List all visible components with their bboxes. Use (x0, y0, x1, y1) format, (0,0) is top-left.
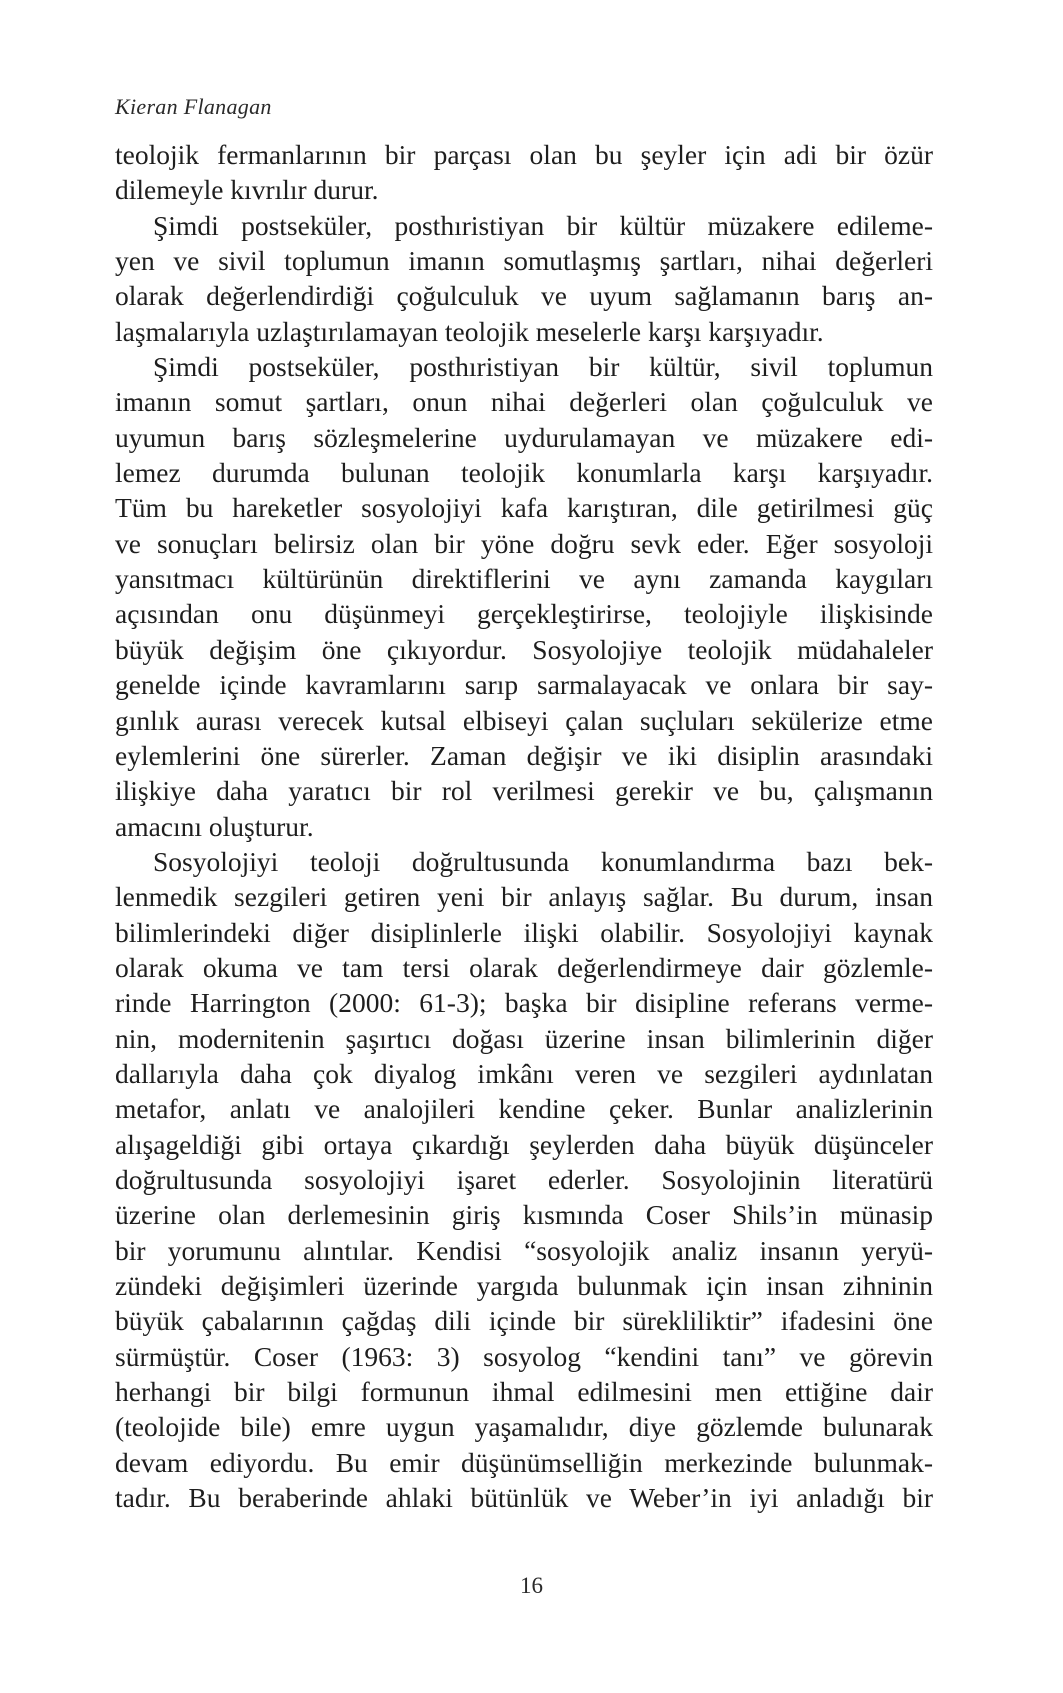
text-line: metafor, anlatı ve analojileri kendine çeker. Bunlar analizlerinin (115, 1093, 933, 1125)
text-line: dallarıyla daha çok diyalog imkânı veren ve sezgileri aydınlatan (115, 1057, 933, 1089)
text-line: Sosyolojiyi teoloji doğrultusunda konumlandırma bazı bek- (153, 845, 933, 877)
text-line: Şimdi postseküler, posthıristiyan bir kültür müzakere edileme- (153, 209, 933, 241)
text-line: büyük çabalarının çağdaş dili içinde bir sürekliliktir” ifadesini öne (115, 1305, 933, 1337)
text-line: gınlık aurası verecek kutsal elbiseyi çalan suçluları sekülerize etme (115, 704, 933, 736)
text-line: bir yorumunu alıntılar. Kendisi “sosyolojik analiz insanın yeryü- (115, 1234, 933, 1266)
text-line: alışageldiği gibi ortaya çıkardığı şeylerden daha büyük düşünceler (115, 1128, 933, 1160)
text-line: Şimdi postseküler, posthıristiyan bir kültür, sivil toplumun (153, 351, 933, 383)
body-text (115, 137, 933, 1515)
running-head: Kieran Flanagan (115, 94, 272, 119)
text-line: (teolojide bile) emre uygun yaşamalıdır, diye gözlemde bulunarak (115, 1411, 933, 1443)
text-line: teolojik fermanlarının bir parçası olan bu şeyler için adi bir özür (115, 139, 933, 170)
text-line: laşmalarıyla uzlaştırılamayan teolojik meselerle karşı karşıyadır. (115, 315, 824, 347)
text-line: büyük değişim öne çıkıyordur. Sosyolojiye teolojik müdahaleler (115, 633, 933, 665)
text-line: yen ve sivil toplumun imanın somutlaşmış şartları, nihai değerleri (115, 245, 933, 277)
text-line: eylemlerini öne sürerler. Zaman değişir ve iki disiplin arasındaki (115, 739, 933, 771)
text-line: yansıtmacı kültürünün direktiflerini ve aynı zamanda kaygıları (115, 563, 933, 595)
text-line: lenmedik sezgileri getiren yeni bir anlayış sağlar. Bu durum, insan (115, 881, 933, 913)
text-line: dilemeyle kıvrılır durur. (115, 174, 379, 206)
text-line: imanın somut şartları, onun nihai değerleri olan çoğulculuk ve (115, 386, 933, 418)
text-line: Tüm bu hareketler sosyolojiyi kafa karıştıran, dile getirilmesi güç (115, 492, 933, 524)
text-line: bilimlerindeki diğer disiplinlerle ilişki olabilir. Sosyolojiyi kaynak (115, 916, 933, 948)
text-line: tadır. Bu beraberinde ahlaki bütünlük ve Weber’in iyi anladığı bir (115, 1482, 933, 1514)
text-line: zündeki değişimleri üzerinde yargıda bulunmak için insan zihninin (115, 1270, 933, 1301)
text-line: olarak değerlendirdiği çoğulculuk ve uyum sağlamanın barış an- (115, 280, 933, 312)
text-line: amacını oluşturur. (115, 810, 314, 842)
text-line: herhangi bir bilgi formunun ihmal edilmesini men ettiğine dair (115, 1376, 933, 1408)
text-line: devam ediyordu. Bu emir düşünümselliğin merkezinde bulunmak- (115, 1446, 933, 1478)
text-line: ilişkiye daha yaratıcı bir rol verilmesi gerekir ve bu, çalışmanın (115, 775, 933, 807)
text-line: nin, modernitenin şaşırtıcı doğası üzerine insan bilimlerinin diğer (115, 1022, 933, 1054)
text-line: genelde içinde kavramlarını sarıp sarmalayacak ve onlara bir say- (115, 669, 933, 701)
text-line: ve sonuçları belirsiz olan bir yöne doğru sevk eder. Eğer sosyoloji (115, 527, 933, 559)
text-line: rinde Harrington (2000: 61-3); başka bir disipline referans verme- (115, 987, 933, 1019)
text-line: olarak okuma ve tam tersi olarak değerlendirmeye dair gözlemle- (115, 951, 933, 983)
text-line: sürmüştür. Coser (1963: 3) sosyolog “kendini tanı” ve görevin (115, 1340, 933, 1372)
page-number: 16 (520, 1573, 543, 1598)
text-line: açısından onu düşünmeyi gerçekleştirirse, teolojiyle ilişkisinde (115, 598, 933, 630)
text-line: üzerine olan derlemesinin giriş kısmında Coser Shils’in münasip (115, 1199, 933, 1231)
text-line: doğrultusunda sosyolojiyi işaret ederler. Sosyolojinin literatürü (115, 1163, 933, 1195)
text-line: uyumun barış sözleşmelerine uydurulamayan ve müzakere edi- (115, 421, 933, 453)
text-line: lemez durumda bulunan teolojik konumlarla karşı karşıyadır. (115, 457, 933, 489)
